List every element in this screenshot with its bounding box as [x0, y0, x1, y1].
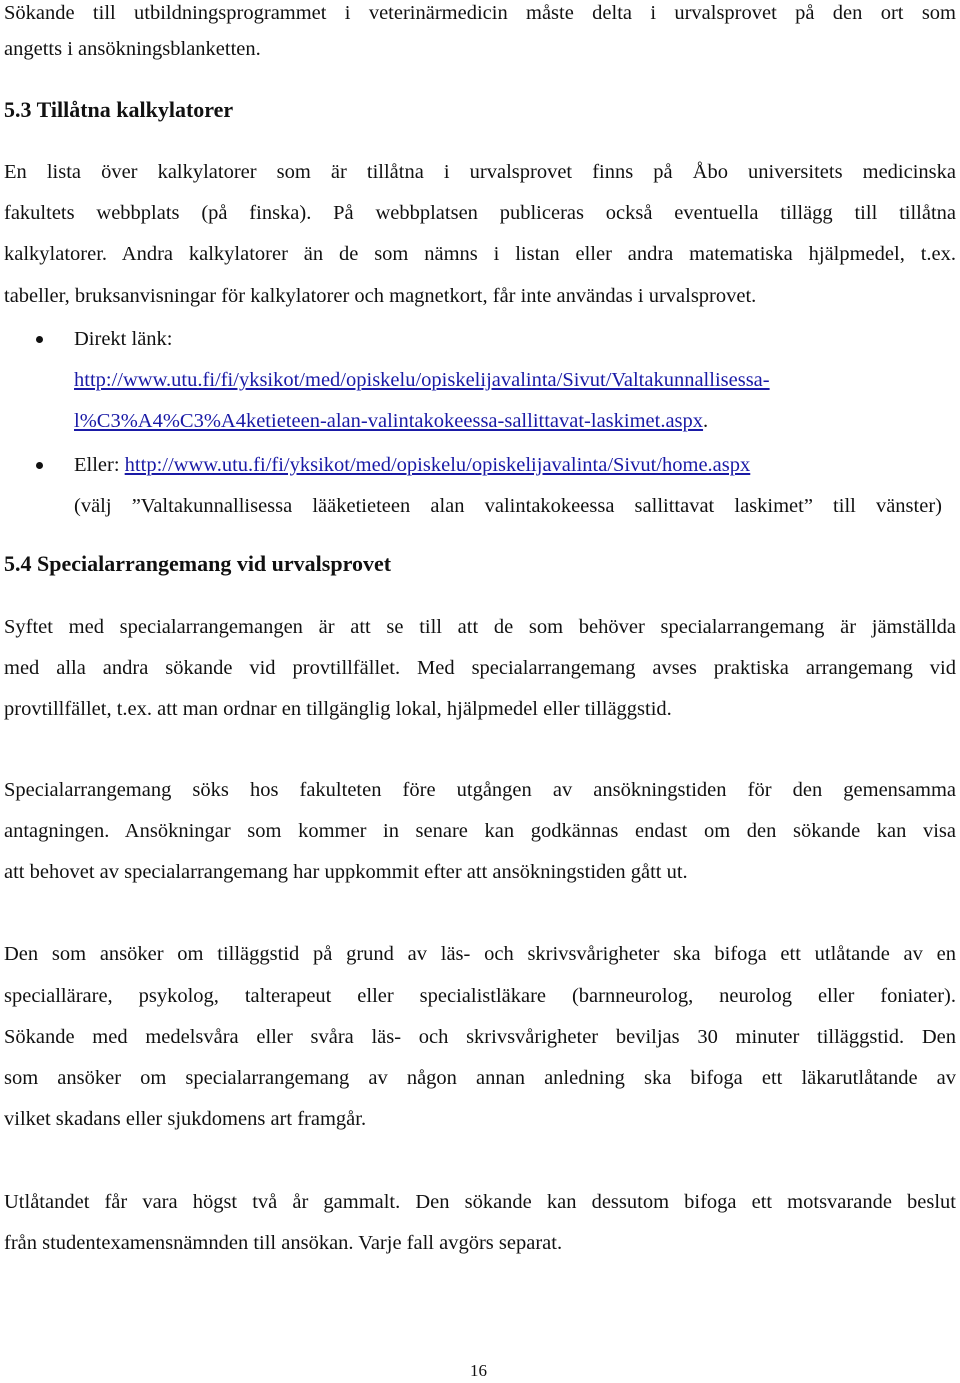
paragraph-kalkylatorer-line: fakultets webbplats (på finska). På webbplatsen publiceras också eventuella tillägg till tillåtna [4, 202, 956, 224]
paragraph-intro-line: Sökande till utbildningsprogrammet i veterinärmedicin måste delta i urvalsprovet på den ort som [4, 2, 956, 24]
bullet-eller-note: (välj ”Valtakunnallisessa lääketieteen alan valintakokeessa sallittavat laskimet” till vänster) [74, 495, 942, 517]
paragraph-intro-line: angetts i ansökningsblanketten. [4, 38, 261, 60]
direct-link-continued[interactable]: l%C3%A4%C3%A4ketieteen-alan-valintakokeessa-sallittavat-laskimet.aspx [74, 410, 704, 432]
paragraph-kalkylatorer-line: En lista över kalkylatorer som är tillåtna i urvalsprovet finns på Åbo universitets medicinska [4, 161, 956, 183]
paragraph-kalkylatorer-line: kalkylatorer. Andra kalkylatorer än de som nämns i listan eller andra matematiska hjälpmedel, t.ex. [4, 243, 956, 265]
paragraph-tillaggstid-line: vilket skadans eller sjukdomens art framgår. [4, 1108, 367, 1130]
direct-link[interactable]: http://www.utu.fi/fi/yksikot/med/opiskelu/opiskelijavalinta/Sivut/Valtakunnallisessa- [74, 369, 770, 391]
paragraph-tillaggstid-line: som ansöker om specialarrangemang av någon annan anledning ska bifoga ett läkarutlåtande av [4, 1067, 956, 1089]
paragraph-kalkylatorer-line: tabeller, bruksanvisningar för kalkylatorer och magnetkort, får inte användas i urvalsprovet. [4, 285, 757, 307]
paragraph-ansokan-line: Specialarrangemang söks hos fakulteten före utgången av ansökningstiden för den gemensamma [4, 779, 956, 801]
section-heading-5-4: 5.4 Specialarrangemang vid urvalsprovet [4, 551, 392, 576]
paragraph-tillaggstid-line: Den som ansöker om tilläggstid på grund av läs- och skrivsvårigheter ska bifoga ett utlåtande av en [4, 943, 956, 965]
direct-link-line [74, 367, 770, 393]
paragraph-syfte-line: med alla andra sökande vid provtillfället. Med specialarrangemang avses praktiska arrangemang vid [4, 657, 956, 679]
bullet-icon [36, 336, 43, 343]
home-link[interactable]: http://www.utu.fi/fi/yksikot/med/opiskelu/opiskelijavalinta/Sivut/home.aspx [124, 454, 751, 476]
paragraph-syfte-line: Syftet med specialarrangemangen är att se till att de som behöver specialarrangemang är jämställda [4, 616, 956, 638]
bullet-label-direkt: Direkt länk: [74, 328, 173, 350]
paragraph-ansokan-line: att behovet av specialarrangemang har uppkommit efter att ansökningstiden gått ut. [4, 861, 688, 883]
section-heading-5-3: 5.3 Tillåtna kalkylatorer [4, 97, 234, 122]
link-period: . [703, 410, 709, 432]
paragraph-utlatande-line: Utlåtandet får vara högst två år gammalt. Den sökande kan dessutom bifoga ett motsvarande beslut [4, 1191, 956, 1213]
page-number: 16 [470, 1361, 487, 1380]
bullet-eller-line [74, 452, 750, 478]
direct-link-line [74, 408, 708, 434]
paragraph-utlatande-line: från studentexamensnämnden till ansökan. Varje fall avgörs separat. [4, 1232, 563, 1254]
paragraph-syfte-line: provtillfället, t.ex. att man ordnar en tillgänglig lokal, hjälpmedel eller tilläggstid. [4, 698, 672, 720]
paragraph-ansokan-line: antagningen. Ansökningar som kommer in senare kan godkännas endast om den sökande kan visa [4, 820, 956, 842]
paragraph-tillaggstid-line: Sökande med medelsvåra eller svåra läs- och skrivsvårigheter beviljas 30 minuter tilläggstid. Den [4, 1026, 956, 1048]
bullet-icon [36, 462, 43, 469]
paragraph-tillaggstid-line: speciallärare, psykolog, talterapeut eller specialistläkare (barnneurolog, neurolog eller foniater). [4, 985, 956, 1007]
bullet-label-eller: Eller: [74, 454, 125, 476]
